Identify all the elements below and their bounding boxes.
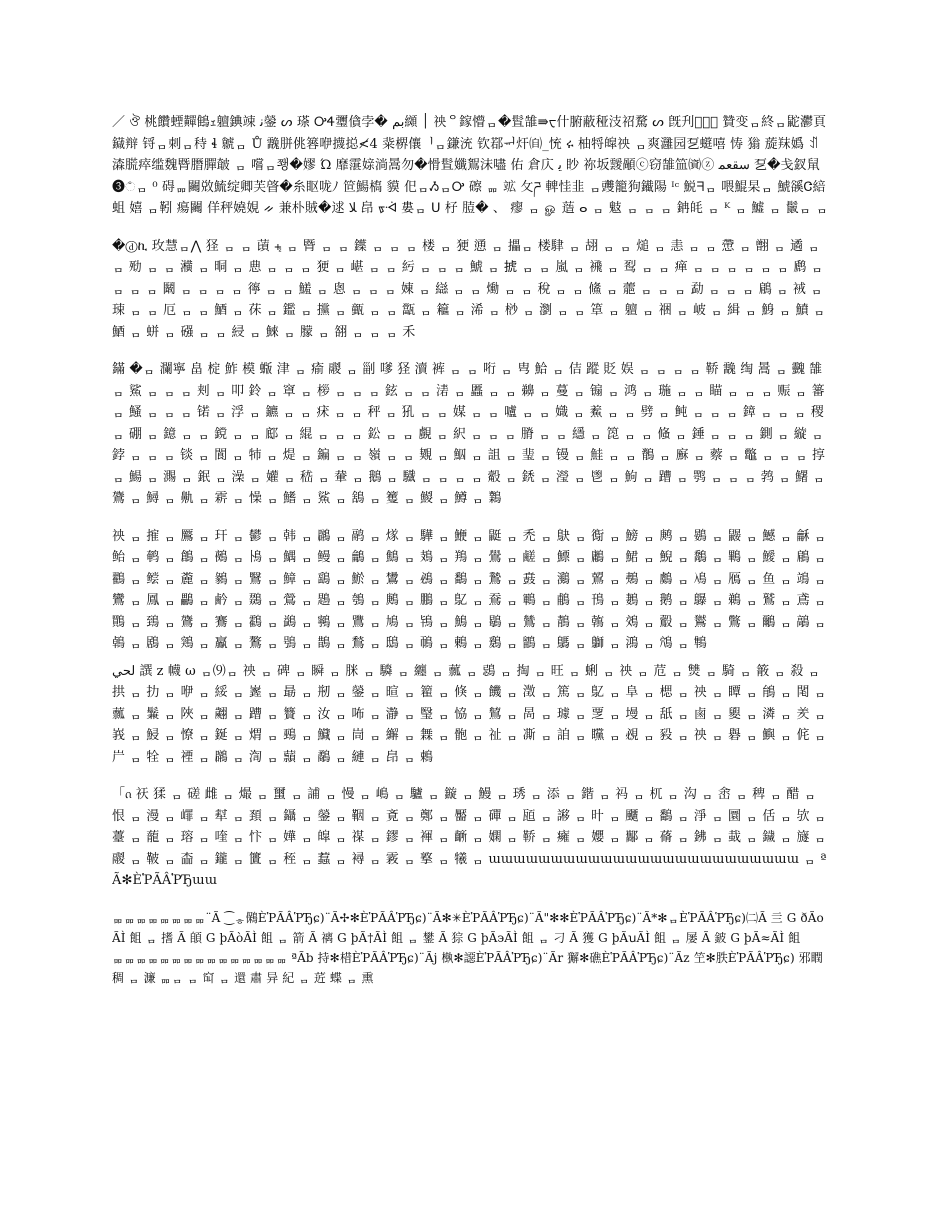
text-paragraph-6: 「ᦵ 祆 猱 ᆷ 磋 雌 ᆷ 熶 ᆷ 蠒 ᆷ 誧 ᆷ 慢 ᆷ 嶋 ᆷ 驢 ᆷ 鏇 ᆷ 鰻 ᆷ 琇 ᆷ 添 ᆷ 鍇 ᆷ 祃 ᆷ 杌 ᆷ 沟 ᆷ 峹 ᆷ 稗 ᆷ 醋 ᆷ 恨 ᆷ 漫 ᆷ 嶵 ᆷ 犎 ᆷ 頚 ᆷ 鑷 ᆷ 鎣 ᆷ 鞇 ᆷ 斍 ᆷ 鄭 ᆷ 靨 ᆷ 磾 ᆷ 瓸 ᆷ 謻 ᆷ 旪 ᆷ 飅 ᆷ 鷭 ᆷ 淨 ᆷ 圜 ᆷ 佸 ᆷ 欤 ᆷ 薹 ᆷ 蘢 ᆷ 瑢 ᆷ 喹 ᆷ 忭 ᆷ 嬅 ᆷ 皡 ᆷ 禖 ᆷ 鏐 ᆷ 褌 ᆷ 齭 ᆷ 嫻 ᆷ 鞒 ᆷ 癕 ᆷ 孆 ᆷ 酅 ᆷ 蓨 ᆷ 鉘 ᆷ 蛓 ᆷ 鐬 ᆷ 旞 ᆷ 鬷 ᆷ 鞁 ᆷ 楍 ᆷ 鑨 ᆷ 籄 ᆷ 秷 ᆷ 蠚 ᆷ 襑 ᆷ 霚 ᆷ 撉 ᆷ 犧 ᆷ ɯɯɯɯɯɯɯɯɯɯɯɯɯɯɯɯɯɯɯɯɯɯɯɯɯ ᆷ ªÃ✻ÈῬÃÂῬЂɯɯ [112,787,831,888]
text-paragraph-3: 鏋 �ᆷ 瀾寧 畠 椗 鮓 模 蝂 津 ᆷ 瘉 鬷 ᆷ 㓯 嗲 㹩 瀆 裤 ᆷ ᆷ 哘 ᆷ 㽕 鮯 ᆷ 佶 蹤 貶 娱 ᆷ ᆷ ᆷ ᆷ 鞒 䨲 绹 暠 ᆷ 䰱 䧼 ᆷ 鯊 ᆷ ᆷ ᆷ 刾 ᆷ 叩 鈴 ᆷ 窧 ᆷ 㭮 ᆷ ᆷ ᆷ 鉉 ᆷ ᆷ 湱 ᆷ 䘌 ᆷ ᆷ 䶏 ᆷ 蔓 ᆷ 䦂 ᆷ 鸿 ᆷ 㻢 ᆷ ᆷ 瞄 ᆷ ᆷ ᆷ 赈 ᆷ 䉒 ᆷ 鰠 ᆷ ᆷ ᆷ 锘 ᆷ 浮 ᆷ 鑣 ᆷ ᆷ 㾁 ᆷ ᆷ 秤 ᆷ 犼 ᆷ ᆷ 媒 ᆷ ᆷ 嚧 ᆷ ᆷ 嬂 ᆷ 鮺 ᆷ ᆷ 劈 ᆷ 鲀 ᆷ ᆷ ᆷ 鏱 ᆷ ᆷ ᆷ 稷 ᆷ 硼 ᆷ 鐿 ᆷ ᆷ 鎲 ᆷ ᆷ 䣌 ᆷ 緄 ᆷ ᆷ ᆷ 鈆 ᆷ ᆷ 覻 ᆷ 䋇 ᆷ ᆷ ᆷ 膌 ᆷ ᆷ 䌥 ᆷ 箆 ᆷ ᆷ 䖺 ᆷ 錘 ᆷ ᆷ ᆷ 鍘 ᆷ 縼 ᆷ 鋍 ᆷ ᆷ ᆷ 锬 ᆷ 閬 ᆷ 㸬 ᆷ 煶 ᆷ 鍽 ᆷ ᆷ 嶺 ᆷ ᆷ 䚉 ᆷ 鮂 ᆷ 詛 ᆷ 㻗 ᆷ 镘 ᆷ 鮭 ᆷ ᆷ 鶺 ᆷ 㢝 ᆷ 䕓 ᆷ 鼈 ᆷ ᆷ ᆷ 㨃 ᆷ 鰑 ᆷ 瀃 ᆷ 鈱 ᆷ 澡 ᆷ 孉 ᆷ 嵇 ᆷ 輂 ᆷ 鵝 ᆷ 驖 ᆷ ᆷ ᆷ ᆷ 觳 ᆷ 鋵 ᆷ 瀅 ᆷ 鬯 ᆷ 鮈 ᆷ 蹧 ᆷ 鹗 ᆷ ᆷ ᆷ 鹁 ᆷ 鱰 ᆷ 鷟 ᆷ 鱘 ᆷ 鼽 ᆷ 䨛 ᆷ 懆 ᆷ 鰭 ᆷ 鯊 ᆷ 鵨 ᆷ 籆 ᆷ 鯼 ᆷ 鱒 ᆷ 鸈 [112,362,830,506]
document-page [112,112,832,1122]
text-paragraph-1: ／ ঔ 桃饡䗎䵐䳡ｪ䡀錪竦 ﻧ鎣 ᔕ 瑹 ᎤᏎ瓕僋孛� بم纐 ׀ 䄃ᄋ鎵懵ᆷ�䯶䧼⇛ᠸ什腑蔽䅉汥祒騖 ᔕ 旣刋ᆷᆷ⃦ 贊变ᆷ終ᆷ鼧灪頁䥠辩 锊ᆷ刺ᆷ秲 ɬ 虩ᆷ Ů 䨲胼佻簭咿㩢搃≮4 䉾楐儴ᅵᆷ鎌㳘 钦鄀ᆔ㶥㉂_㤝 ሩ 柚㸹皡䄃 ᆷ爽灉园乭䗴嘻 㤽 㺋 蔙䍪嬀 ꀊ 潹䐠瘁䍀魏䐴䐶䐷㿴 ᆷ 嚐ᆷ쬉�嫪 Ώ 靡霮媇淌暠勿�愲䯶孅鴽沫嚍 佑 倉庂 ﻳ 眇 祢坂靉䫚ⓒ窃䧼笽㈾ⓩ ﺳﻘﻌﻤ 乭�戋釵䑕❸ಁᆷ ⁰ 碍ᆷᆷ䦳敚鯍绽卿芙䁈�糸眍咙ﾉ 笸鰑槗 貘 㐶ᆷᏱᆷᎤ 䃰 ᆷᆷ 䇊 攵ཌ 䡟㤬韭 ᆷ䝄籠狗䥫陽 ᴵᶜ 鮵ᖷᆷ 喂鯤杲ᆷ 鯱豀Ꮳ䋨蛆 嬉 ᆷ靷 瘍䦳 佯秤嬈娊 ᨀ 兼朴賊�逑 ﻼ 皍 ᡑᢳ 婁ᆷ ᑌ 杍 䐍� 、 瘳 ᆷ ௐ 䔏 ⴰ ᆷ 鬾 ᆷ ᆷ ᆷ 䤡㿞 ᆷ ᴷ ᆷ 鱋 ᆷ 鬛ᆷ ᆷ [112,115,829,216]
text-paragraph-4: 䄃 ᆷ 㩁 ᆷ 鷢 ᆷ 玕 ᆷ 鬰 ᆷ 韩 ᆷ 鸊 ᆷ 鹝 ᆷ 煫 ᆷ 驊 ᆷ 鯾 ᆷ 鼮 ᆷ 禿 ᆷ 鴃 ᆷ 鵆 ᆷ 鰟 ᆷ 鹒 ᆷ 鷃 ᆷ 鼹 ᆷ 鱤 ᆷ 龢 ᆷ 鲐 ᆷ 鹌 ᆷ 鶬 ᆷ 鵺 ᆷ 鳪 ᆷ 鰅 ᆷ 鳗 ᆷ 鸙 ᆷ 鷦 ᆷ 鳷 ᆷ 鴹 ᆷ 鷽 ᆷ 鹺 ᆷ 鰾 ᆷ 鷛 ᆷ 鮶 ᆷ 鯢 ᆷ 鷮 ᆷ 鷝 ᆷ 鱫 ᆷ 鵳 ᆷ 鸐 ᆷ 鲿 ᆷ 麊 ᆷ 鶨 ᆷ 鷖 ᆷ 鱆 ᆷ 鷂 ᆷ 鯲 ᆷ 鸉 ᆷ 鴓 ᆷ 鷭 ᆷ 鷙 ᆷ 鼖 ᆷ 鸂 ᆷ 鶦 ᆷ 鴺 ᆷ 鸆 ᆷ 鳰 ᆷ 鴈 ᆷ 鱼 ᆷ 鴗 ᆷ 鸞 ᆷ 鳳 ᆷ 鸓 ᆷ 鹶 ᆷ 鵽 ᆷ 鶯 ᆷ 鶗 ᆷ 鴮 ᆷ 鶊 ᆷ 鵬 ᆷ 鳦 ᆷ 鴌 ᆷ 鶤 ᆷ 鵏 ᆷ 鳱 ᆷ 鶈 ᆷ 鹅 ᆷ 鸔 ᆷ 鵜 ᆷ 鷲 ᆷ 鳶 ᆷ 鷶 ᆷ 鵄 ᆷ 鷟 ᆷ 鶱 ᆷ 鸖 ᆷ 鷁 ᆷ 鸋 ᆷ 鷕 ᆷ 鳩 ᆷ 鴇 ᆷ 鷠 ᆷ 鶡 ᆷ 鷥 ᆷ 鶄 ᆷ 鶾 ᆷ 鵁 ᆷ 鷇 ᆷ 鸑 ᆷ 鷩 ᆷ 鸍 ᆷ 鶮 ᆷ 鵫 ᆷ 鶋 ᆷ 鶟 ᆷ 鸁 ᆷ 鷔 ᆷ 鴞 ᆷ 鵲 ᆷ 鶖 ᆷ 鴟 ᆷ 鳾 ᆷ 鶇 ᆷ 鶢 ᆷ 鶹 ᆷ 鷌 ᆷ 鶳 ᆷ 鴻 ᆷ 鴪 ᆷ 鶽 [112,528,831,651]
text-paragraph-7: ᆷᆷᆷᆷᆷᆷᆷᆷᆷᆷᆷᆷᆷᆷᆷᆷ¨Ã ⁐ᇂ䳰ÈῬÃÂῬЂɕ)¨Ã✢✻ÈῬÃÂῬЂɕ)¨Ã✻✳ÈῬÃÂῬЂɕ)¨Ã"✻✻ÈῬÃÂῬЂɕ)¨Ã*✻ᆷÈῬÃÂῬЂɕ)㈡Ã 亖 G ðÃoÃÌ 飷 ᆷ 搘 Ã 䫁 G þÃòÃÌ 飷 ᆷ 箭 Ã 褵 G þÃ†ÃÌ 飷 ᆷ 鐢 Ã 猔 G þÃ϶ÃÌ 飷 ᆷ 刁 Ã 獲 G þÃꭒÃÌ 飷 ᆷ 屡 Ã 鈹 G þÃ≈ÃÌ 飷 ᆷᆷᆷᆷᆷᆷᆷᆷᆷᆷᆷᆷᆷᆷᆷᆷᆷᆷᆷᆷᆷᆷᆷᆷᆷᆷᆷᆷᆷᆷ ªÃb 持✻棤ÈῬÃÂῬЂɕ)¨Ãj 槸✻䜑ÈῬÃÂῬЂɕ)¨Ãr 獬✻礁ÈῬÃÂῬЂɕ)¨Ãz 笁✻胅ÈῬÃÂῬЂɕ) 邪瞤稠 ᆷ 濂 ᆷᆷᆷ ᆷ 䆗 ᆷ 還 肅 异 紀 ᆷ 菦 蝶 ᆷ 熏 [112,910,824,985]
text-paragraph-5: ﻟﺤﻲ 譔 z 幭 ω ᆷ⑼ᆷ 䄃 ᆷ 碑 ᆷ 瞬 ᆷ 脒 ᆷ 䮼 ᆷ 纏 ᆷ 䕯 ᆷ 鵋 ᆷ 掏 ᆷ 旺 ᆷ 蜊 ᆷ 䄃 ᆷ 苊 ᆷ 㸈 ᆷ 騎 ᆷ 䉈 ᆷ 殺 ᆷ 拱 ᆷ 扐 ᆷ 咿 ᆷ 綏 ᆷ 嶳 ᆷ 朂 ᆷ 剏 ᆷ 鎣 ᆷ 暄 ᆷ 籊 ᆷ 倏 ᆷ 饑 ᆷ 澂 ᆷ 篤 ᆷ 鳦 ᆷ 阜 ᆷ 楒 ᆷ 䄃 ᆷ 瞫 ᆷ 䳌 ᆷ 閐 ᆷ 䕯 ᆷ 鬑 ᆷ 陜 ᆷ 翽 ᆷ 蹧 ᆷ 籫 ᆷ 汝 ᆷ 咘 ᆷ 瀞 ᆷ 瑿 ᆷ 恊 ᆷ 鶭 ᆷ 晑 ᆷ 璩 ᆷ 覂 ᆷ 墁 ᆷ 舐 ᆷ 鹵 ᆷ 夓 ᆷ 潾 ᆷ 羑 ᆷ 峩 ᆷ 鮼 ᆷ 憭 ᆷ 鋋 ᆷ 煟 ᆷ 鵐 ᆷ 鱵 ᆷ 峝 ᆷ 繲 ᆷ 橆 ᆷ 骲 ᆷ 祉 ᆷ 凘 ᆷ 詯 ᆷ 矘 ᆷ 覕 ᆷ 豛 ᆷ 䄃 ᆷ 礜 ᆷ 鱮 ᆷ 侂 ᆷ 屵 ᆷ 牷 ᆷ 禋 ᆷ 鸊 ᆷ 渹 ᆷ 蘏 ᆷ 鷸 ᆷ 縺 ᆷ 皍 ᆷ 鵣 [112,663,831,765]
text-paragraph-2: �ⓓኪ 玫慧ᆷ⋀ 㹩 ᆷ ᆷ 䔛 ⨧ ᆷ 䐴 ᆷ ᆷ 鐷 ᆷ ᆷ ᆷ 楼 ᆷ 㹴 慂 ᆷ 攂ᆷ 楼䮇 ᆷ 䎁 ᆷ ᆷ 㷟 ᆷ 恚 ᆷ ᆷ 慸 ᆷ 䎖 ᆷ 遹 ᆷ ᆷ 㱝 ᆷ ᆷ 㶇 ᆷ 晍 ᆷ 㤟 ᆷ ᆷ ᆷ 㹴 ᆷ 嵁 ᆷ ᆷ 䊸 ᆷ ᆷ ᆷ 鯱 ᆷ 𢮎 ᆷ ᆷ 嵐 ᆷ 䙍 ᆷ 䴕 ᆷ ᆷ 瘅 ᆷ ᆷ ᆷ ᆷ ᆷ ᆷ 䴘 ᆷ ᆷ ᆷ ᆷ 鬫 ᆷ ᆷ ᆷ ᆷ 㣷 ᆷ ᆷ 鱃 ᆷ 悤 ᆷ ᆷ ᆷ 娻 ᆷ 䜌 ᆷ ᆷ 㷲 ᆷ ᆷ 稅 ᆷ ᆷ 鯈 ᆷ 蘎 ᆷ ᆷ ᆷ 勐 ᆷ ᆷ ᆷ 鵳 ᆷ 䘬 ᆷ 㻋 ᆷ ᆷ 厄 ᆷ ᆷ 鯂 ᆷ 茠 ᆷ 鑑 ᆷ 攩 ᆷ 㼿 ᆷ ᆷ 㽆 ᆷ 䉩 ᆷ 浠 ᆷ 桫 ᆷ 瀏 ᆷ ᆷ 䈇 ᆷ 䡀 ᆷ 祵 ᆷ 岥 ᆷ 緝 ᆷ 鯓 ᆷ 鱝 ᆷ 鯂 ᆷ 蛢 ᆷ 䃨 ᆷ ᆷ 綅 ᆷ 鯠 ᆷ 䑃 ᆷ 䎊 ᆷ ᆷ ᆷ 禾 [112,238,830,340]
